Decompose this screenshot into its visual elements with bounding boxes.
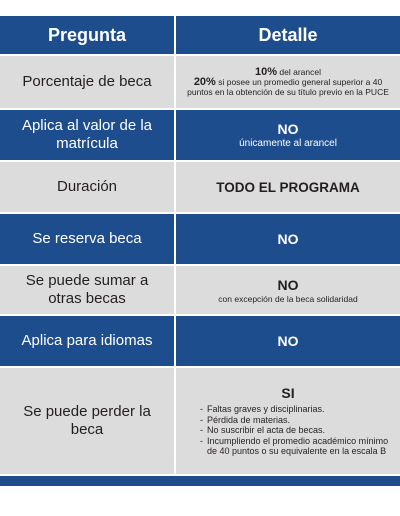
answer-reserva: NO	[277, 230, 299, 247]
pct-10-text: del arancel	[279, 67, 321, 77]
table-footer-bar	[0, 476, 400, 486]
answer-idiomas: NO	[277, 332, 299, 349]
detail-idiomas	[176, 316, 400, 366]
detail-reserva	[176, 214, 400, 264]
question-reserva: Se reserva beca	[0, 214, 176, 264]
question-duracion: Duración	[0, 162, 176, 212]
note-aplica-valor: únicamente al arancel	[239, 137, 337, 149]
detail-porcentaje-line1	[255, 67, 321, 77]
detail-duracion	[176, 162, 400, 212]
becas-table	[0, 16, 400, 486]
question-sumar: Se puede sumar a otras becas	[0, 266, 176, 314]
note-sumar: con excepción de la beca solidaridad	[218, 293, 358, 304]
perder-reasons-list	[176, 404, 400, 457]
question-porcentaje: Porcentaje de beca	[0, 56, 176, 108]
detail-perder	[176, 368, 400, 474]
row-idiomas	[0, 316, 400, 368]
question-perder: Se puede perder la beca	[0, 368, 176, 474]
table-header	[0, 16, 400, 56]
answer-aplica-valor: NO	[277, 120, 299, 137]
row-sumar	[0, 266, 400, 316]
row-porcentaje	[0, 56, 400, 110]
answer-sumar: NO	[277, 276, 299, 293]
row-reserva	[0, 214, 400, 266]
answer-duracion: TODO EL PROGRAMA	[216, 179, 360, 195]
question-aplica-valor: Aplica al valor de la matrícula	[0, 110, 176, 160]
row-aplica-valor	[0, 110, 400, 162]
header-pregunta: Pregunta	[0, 16, 176, 54]
pct-20-text: si posee un promedio general superior a 40 puntos en la obtención de su título previo en la PUCE	[187, 77, 389, 97]
detail-porcentaje	[176, 56, 400, 108]
header-detalle: Detalle	[176, 16, 400, 54]
detail-sumar	[176, 266, 400, 314]
list-item: - Faltas graves y disciplinarias.	[200, 404, 390, 415]
row-perder	[0, 368, 400, 476]
list-item: - Pérdida de materias.	[200, 415, 390, 426]
answer-perder: SI	[281, 385, 295, 402]
pct-10: 10%	[255, 66, 278, 78]
pct-20: 20%	[193, 76, 216, 88]
list-item: - No suscribir el acta de becas.	[200, 425, 390, 436]
list-item: - Incumpliendo el promedio académico mínimo de 40 puntos o su equivalente en la escala B	[200, 436, 390, 457]
row-duracion	[0, 162, 400, 214]
question-idiomas: Aplica para idiomas	[0, 316, 176, 366]
detail-porcentaje-line2	[182, 77, 394, 97]
detail-aplica-valor	[176, 110, 400, 160]
